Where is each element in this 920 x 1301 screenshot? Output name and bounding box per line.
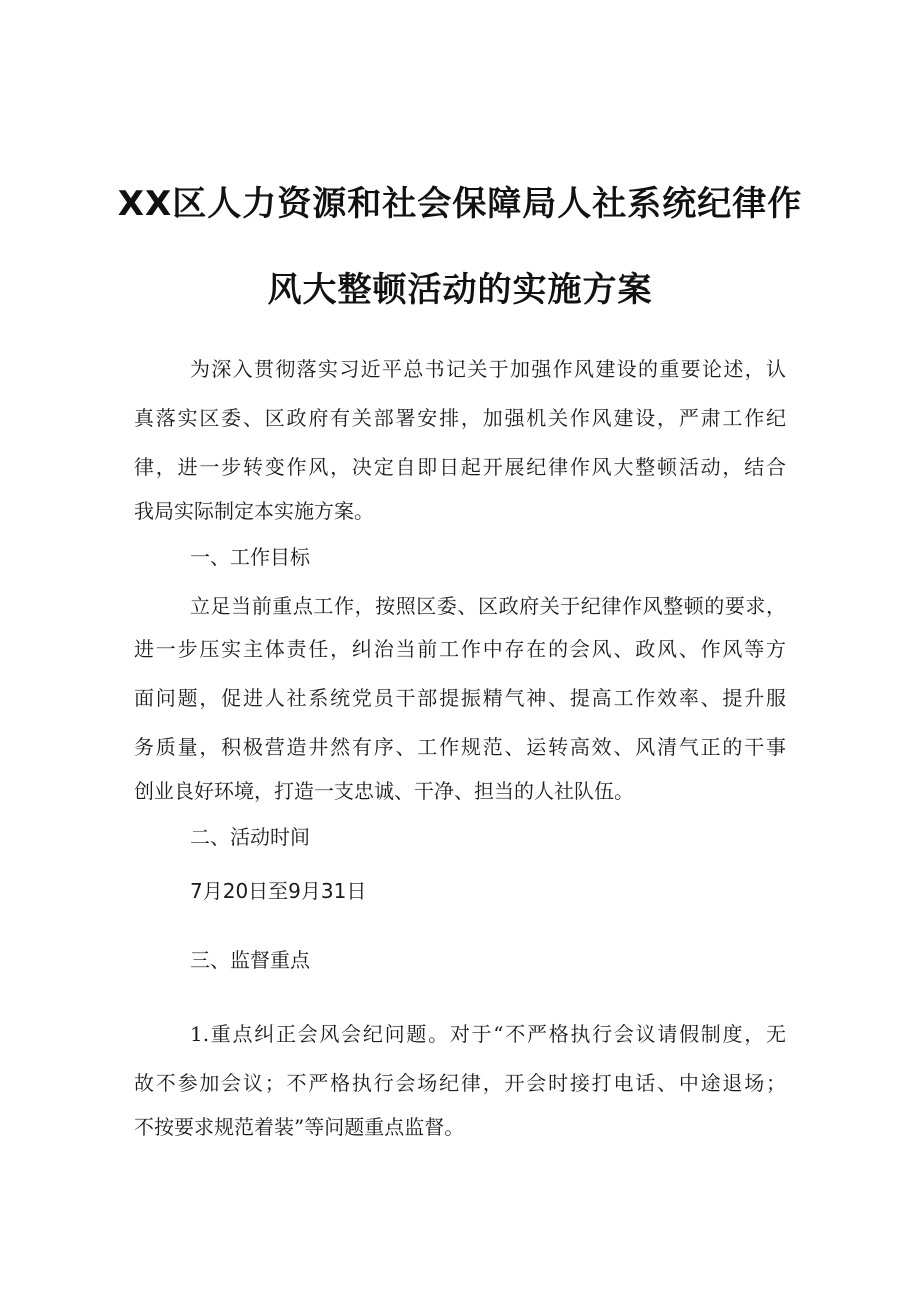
section-1-line: 面问题，促进人社系统党员干部提振精气神、提高工作效率、提升服 [134, 686, 786, 710]
section-3-line: 不按要求规范着装”等问题重点监督。 [134, 1115, 465, 1139]
section-heading: 一、工作目标 [190, 545, 310, 569]
section-3-line: 故不参加会议；不严格执行会场纪律，开会时接打电话、中途退场； [134, 1071, 786, 1095]
section-heading: 二、活动时间 [190, 825, 310, 849]
activity-date: 7月20日至9月31日 [190, 879, 367, 903]
section-1-line: 创业良好环境，打造一支忠诚、干净、担当的人社队伍。 [134, 779, 634, 803]
intro-line: 律，进一步转变作风，决定自即日起开展纪律作风大整顿活动，结合 [134, 455, 786, 479]
section-1-line: 立足当前重点工作，按照区委、区政府关于纪律作风整顿的要求， [190, 594, 786, 618]
document-title-line-1: XX区人力资源和社会保障局人社系统纪律作 [117, 184, 803, 224]
intro-line: 我局实际制定本实施方案。 [134, 499, 374, 523]
section-heading: 三、监督重点 [190, 948, 310, 972]
section-3-line: 1.重点纠正会风会纪问题。对于“不严格执行会议请假制度，无 [190, 1022, 786, 1046]
intro-line: 为深入贯彻落实习近平总书记关于加强作风建设的重要论述，认 [190, 357, 786, 381]
intro-line: 真落实区委、区政府有关部署安排，加强机关作风建设，严肃工作纪 [134, 406, 786, 430]
section-1-line: 务质量，积极营造井然有序、工作规范、运转高效、风清气正的干事 [134, 735, 786, 759]
section-1-line: 进一步压实主体责任，纠治当前工作中存在的会风、政风、作风等方 [134, 637, 786, 661]
document-title-line-2: 风大整顿活动的实施方案 [267, 270, 653, 310]
